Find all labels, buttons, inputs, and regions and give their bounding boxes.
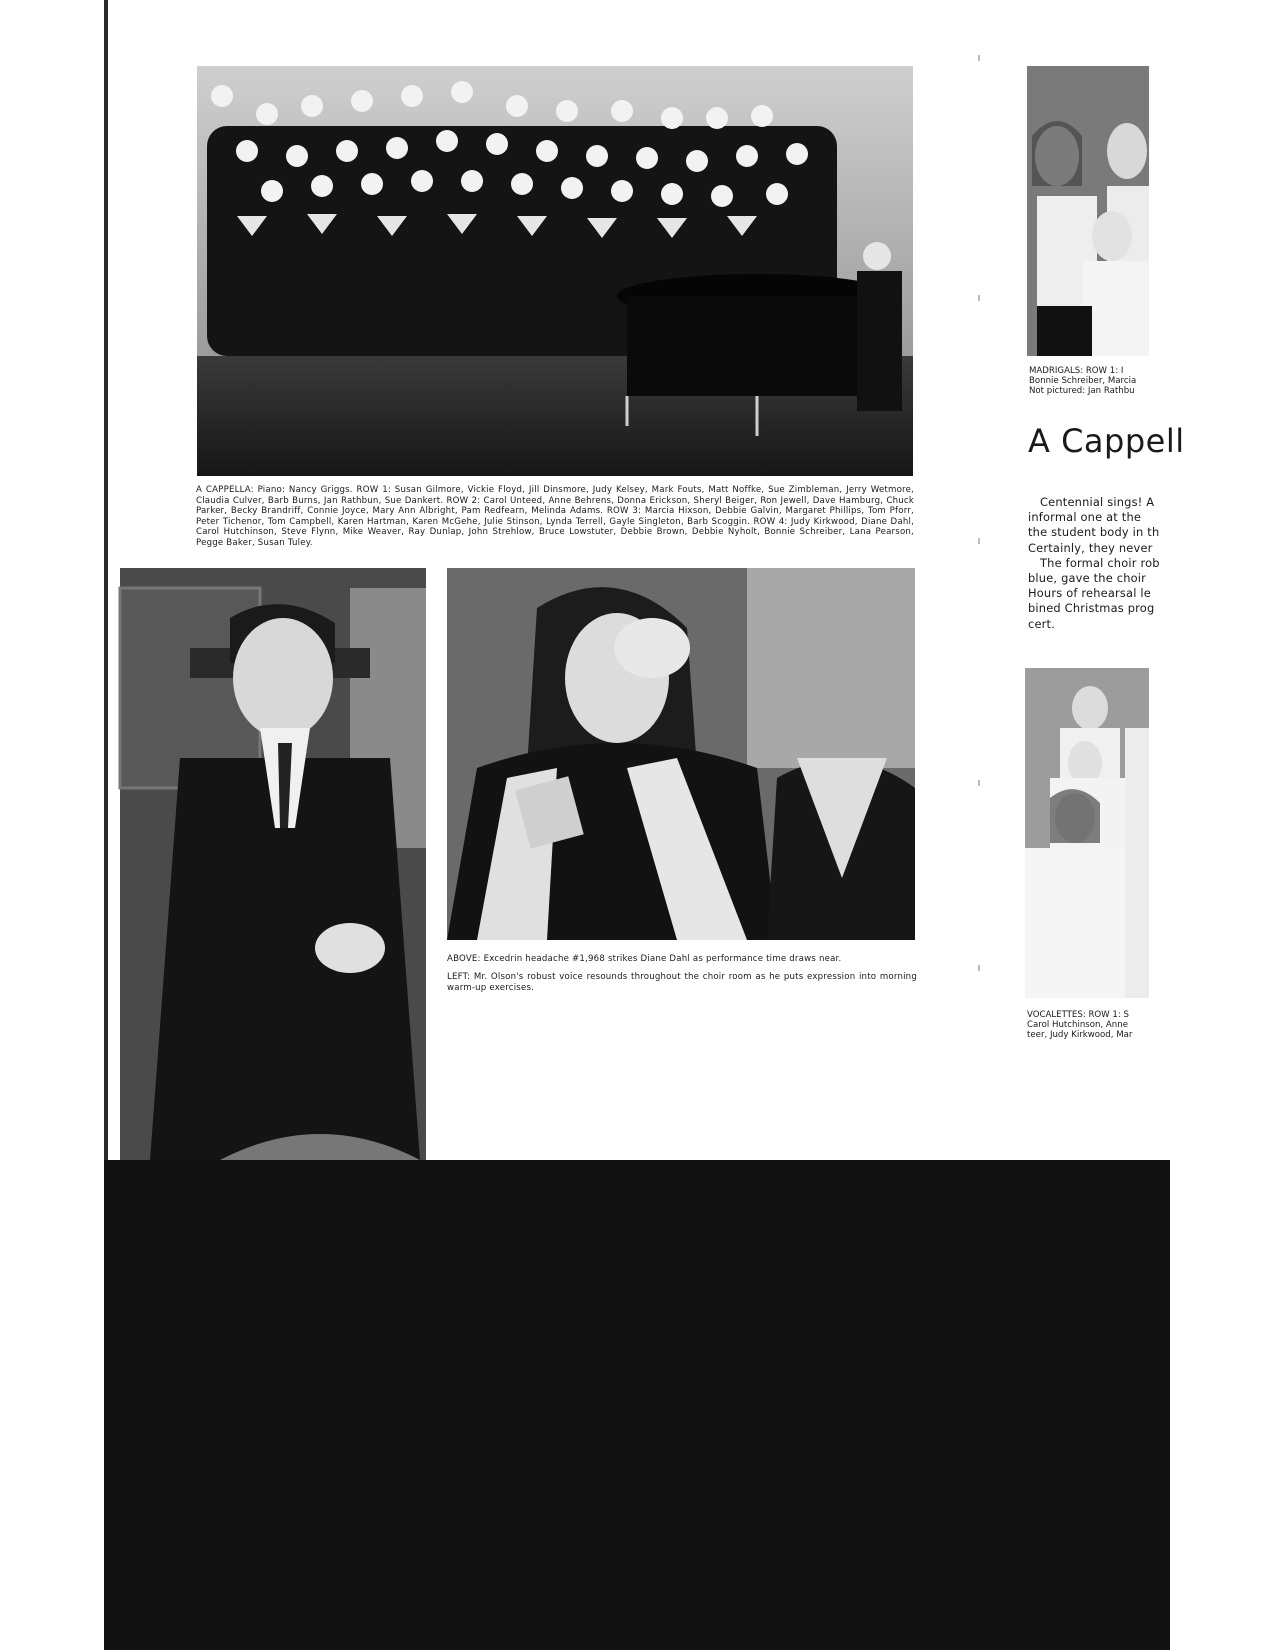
body-line: blue, gave the choir [1028, 571, 1147, 586]
scan-dark-area [104, 1160, 1170, 1650]
vocalettes-photo-art [1025, 668, 1149, 998]
vocalettes-caption [1027, 1010, 1149, 1040]
madrigals-caption-line: Not pictured: Jan Rathbu [1029, 386, 1135, 396]
body-text [1028, 495, 1160, 632]
madrigals-caption-line: MADRIGALS: ROW 1: I [1029, 366, 1124, 376]
section-heading: A Cappell [1028, 422, 1185, 460]
vocalettes-caption-line: teer, Judy Kirkwood, Mar [1027, 1030, 1133, 1040]
gutter-mark [978, 538, 980, 544]
madrigals-photo-art [1027, 66, 1149, 356]
body-line: Centennial sings! A [1040, 495, 1155, 509]
gutter-mark [978, 965, 980, 971]
choir-photo-art [197, 66, 913, 476]
gutter-mark [978, 295, 980, 301]
body-line: the student body in th [1028, 525, 1160, 540]
madrigals-caption-line: Bonnie Schreiber, Marcia [1029, 376, 1137, 386]
body-line: Certainly, they never [1028, 540, 1153, 555]
choir-group-photo [197, 66, 913, 476]
body-line: The formal choir rob [1040, 555, 1160, 570]
body-line: Hours of rehearsal le [1028, 586, 1151, 601]
a-cappella-caption: A CAPPELLA: Piano: Nancy Griggs. ROW 1: Susan Gilmore, Vickie Floyd, Jill Dinsmore, Judy Kelsey, Mark Fouts, Matt Noffke, Sue Zimbleman, Jerry Wetmore, Claudia Culver, Barb Burns, Jan Rathbun, Sue Dankert. ROW 2: Carol Unteed, Anne Behrens, Donna Erickson, Sheryl Beiger, Ron Jewell, Dave Hamburg, Chuck Parker, Becky Brandriff, Connie Joyce, Mary Ann Albright, Pam Redfearn, Melinda Adams. ROW 3: Marcia Hixson, Debbie Galvin, Margaret Phillips, Tom Pforr, Peter Tichenor, Tom Campbell, Karen Hartman, Karen McGehe, Julie Stinson, Lynda Terrell, Gayle Singleton, Barb Scoggin. ROW 4: Judy Kirkwood, Diane Dahl, Carol Hutchinson, Steve Flynn, Mike Weaver, Ray Dunlap, John Strehlow, Bruce Lowstuter, Debbie Brown, Debbie Nyholt, Bonnie Schreiber, Lana Pearson, Pegge Baker, Susan Tuley. [196, 485, 914, 548]
vocalettes-photo [1025, 668, 1149, 998]
director-photo [120, 568, 426, 1160]
left-caption: LEFT: Mr. Olson's robust voice resounds throughout the choir room as he puts expression into morning warm-up exercises. [447, 972, 917, 993]
madrigals-photo [1027, 66, 1149, 356]
vocalettes-caption-line: VOCALETTES: ROW 1: S [1027, 1010, 1129, 1020]
headache-photo [447, 568, 915, 940]
madrigals-caption [1029, 366, 1149, 396]
headache-photo-art [447, 568, 915, 940]
body-line: informal one at the [1028, 510, 1142, 525]
gutter-mark [978, 55, 980, 61]
director-photo-art [120, 568, 426, 1160]
vocalettes-caption-line: Carol Hutchinson, Anne [1027, 1020, 1128, 1030]
gutter-mark [978, 780, 980, 786]
above-caption: ABOVE: Excedrin headache #1,968 strikes Diane Dahl as performance time draws near. [447, 954, 842, 964]
body-line: bined Christmas prog [1028, 601, 1155, 616]
page-binding-edge [104, 0, 108, 1160]
body-line: cert. [1028, 616, 1056, 631]
